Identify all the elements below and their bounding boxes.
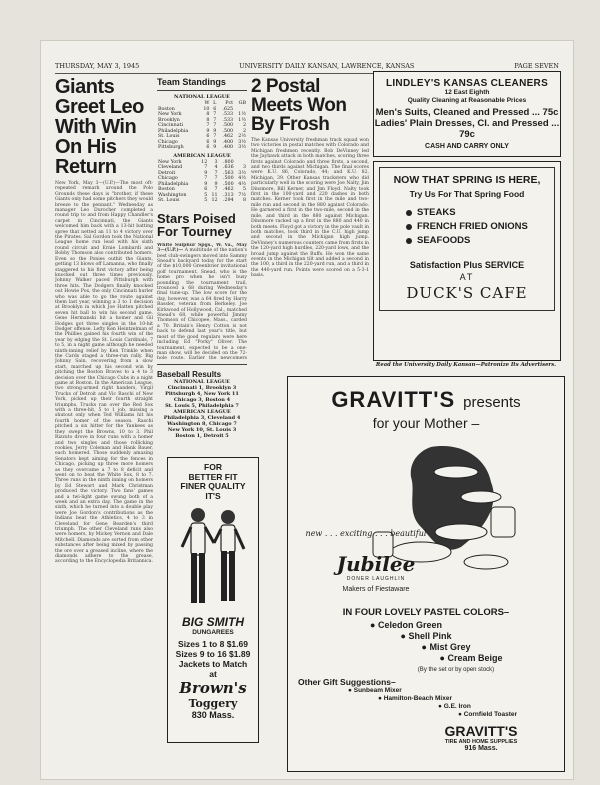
al-standings-label: AMERICAN LEAGUE: [173, 152, 231, 159]
result-line: Washington 8, Chicago 7: [167, 420, 237, 427]
table-row: Philadelphia 9 9 .500 2: [158, 128, 246, 134]
colors-title: IN FOUR LOVELY PASTEL COLORS–: [342, 607, 510, 618]
giants-body: New York, May 3—(U.P.)—The most oft-repeated remark around the Polo Grounds these days is "brother, if these Giants only had some pitchers they would breeze to the pennant." Wednesday as manager Leo Durocher completed a round trip to and from Happy Chandler's carpet in Cincinnati, the Giants welcomed him back with a 13-hit batting spree that netted an 11 to 4 victory over the Pirates. Sal Gordon took the National League home run lead with his sixth round circuit and Ernie Lombardi and Bobby Thomson also contributed homers. Even so the Ponies outhit the Giants, getting 13 blows off Lamanna, who finally staggered to his first victory after being knocked out three times previously. Johnny Walker paced Pittsburgh with three hits. The Dodgers finally knocked out Howie Pox, the only Cincinnati hurler who was able to go the route against them last year, winning a 3 to 1 decision at Brooklyn in which Joe Hatten pitched seven hit ball to win his second game. Gene Hermanski hit a homer and Gil Hodges got three singles in the 10-hit Dodger offense. Lefty Ken Heintzelman of the Phillies gained his fourth win of the year by edging the St. Louis Cardinals, 7 to 5, in a night game although he needed ninth-inning relief by Ken Trinkle when the Cards staged a three-run rally. Big Johnny Sain, recovering from a slow start, marched up his second win by pitching the Boston Braves to a 4 to 3 decision over the Chicago Cubs in a night game at Boston. In the American League, two strong-armed right handers, Virgil Trucks of Detroit and Vic Raschi of New York, picked up their fourth straight triumphs. Trucks ran over the Red Sox with a three-hit, 5 to 1 job, missing a shutout only when Ted Williams hit his fourth homer of the season. Raschi pitched a six hitter for the Yankees as they swept the Browns, 10 to 3. Phil Rizzuto drove in four runs with a homer and two singles and those rollicking rookies, Jerry Coleman and Hank Bauer, each homered. Those suddenly amazing Senators kept aiming for the fences in Chicago, picking up three more homers as they overcame a 7 to 8 deficit and went on to beat the White Sox, 8 to 7. Three runs in the ninth inning on homers by Ed Stewart and Mark Christman produced the victory. Two fans' games and a twi-light game swung both of a week and an extra day. The game in the sixth, which he turned into a double play were Joe Gordon's contributions as the Indians beat the Athletics, 4 to 3 in Cleveland for Gene Bearden's third triumph. The other Cleveland runs also were homers, by Mickey Vernon and Dale Mitchell. Diamonds are sorted from other substances after being mixed by passing the ore over a greased incline, where the diamonds adhere to the grease, according to the Encyclopedia Britannica.: [55, 181, 153, 565]
baseball-nl-label: NATIONAL LEAGUE: [174, 378, 230, 385]
masthead-date: THURSDAY, MAY 3, 1945: [55, 62, 140, 70]
stars-text: A multitude of the nation's best club-swingers moved into Sammy Snead's backyard today for the start of the $10,000 Greenbrier invitational golf tournament. Snead, who is the home pro when he isn't busy pounding the tournament trail, trounced a 68 during Wednesday's final tune-up. The low score for the day, however, was a 64 fired by Harry Bassler, veteran from Berkeley. Joe Kirkwood of Hollywood, Cal., matched Snead's 68, while powerful Jimmy Thomson of Chicopee, Mass., carded a 70. Britain's Henry Cotton is not back to defend last year's title, but most of the good regulars were here including Ed "Porky" Oliver. The tournament, expected to be a one-man show, will be decided on the 72-hole route. Earlier the newcomers: [157, 248, 247, 361]
table-row: Detroit 9 7 .563 3½: [158, 170, 246, 176]
gift-item: ● Sunbeam Mixer: [348, 687, 402, 694]
table-row: Boston 10 6 .625: [158, 106, 234, 112]
newspaper-page: [40, 40, 574, 780]
couple-illustration: [170, 503, 256, 615]
ducks-cafe-ad: NOW THAT SPRING IS HERE, Try Us For That Spring Food STEAKS FRENCH FRIED ONIONS SEAFOODS Satisfaction Plus SERVICE AT DUCK'S CAFE: [373, 161, 561, 361]
menu-item: FRENCH FRIED ONIONS: [406, 221, 552, 232]
lindley-line-1: Men's Suits, Cleaned and Pressed ... 75c: [375, 107, 559, 118]
gravitts-footer-name: GRAVITT'S: [444, 723, 518, 739]
menu-item: SEAFOODS: [406, 235, 552, 246]
patronize-note: Read the University Daily Kansan—Patronize Its Advertisers.: [375, 362, 557, 368]
table-row: Pittsburgh 6 9 .400 3½: [158, 145, 246, 150]
table-row: Cleveland 7 4 .636 3: [158, 165, 246, 170]
gift-item: ● G.E. Iron: [438, 703, 471, 710]
big-smith-ad: FOR BETTER FIT FINER QUALITY IT'S BIG SMITH DUNGAREES Sizes 1 to 8 $1.69 Sizes 9 to 16 $1.89 Jackets to Match at Brown's Toggery 830 Mass.: [167, 457, 259, 743]
result-line: Cincinnati 1, Brooklyn 3: [167, 384, 237, 391]
stars-body: [157, 243, 247, 361]
table-row: Washington 5 11 .313 7½: [158, 192, 246, 198]
result-line: Pittsburgh 4, New York 11: [165, 390, 239, 397]
al-standings-table: [157, 160, 247, 204]
stars-headline: Stars Poised For Tourney: [157, 210, 236, 240]
gravitts-brand: GRAVITT'S: [331, 387, 456, 412]
table-row: Chicago 6 9 .400 3½: [158, 139, 246, 145]
masthead-paper: UNIVERSITY DAILY KANSAN, LAWRENCE, KANSAS: [239, 62, 415, 70]
result-line: Philadelphia 3, Cleveland 4: [163, 414, 241, 421]
color-option: ● Shell Pink: [400, 631, 452, 641]
divider: [157, 90, 247, 91]
gravitts-ad: GRAVITT'S presents for your Mother – new . . . exciting . . . beautiful Jubilee DONER LAUGHLIN Makers of Fiestaware IN FOUR LOVELY PASTEL COLORS– ● Celedon Green ● Shell Pink ● Mist Grey ● Cream Beige (By the set or by open stock) Other Gift Suggestions– ● Sunbeam Mixer ● Hamilton-Beach Mixer ● G.E. Iron ● Cornfield Toaster GRAVITT'S TIRE AND HOME SUPPLIES 916 Mass.: [287, 376, 565, 772]
masthead-page: PAGE SEVEN: [514, 62, 559, 70]
result-line: St. Louis 5, Philadelphia 7: [165, 402, 239, 409]
nl-standings-label: NATIONAL LEAGUE: [174, 94, 230, 100]
table-row: St. Louis 6 7 .462 2½: [158, 134, 246, 139]
table-row: Brooklyn 8 7 .533 1½: [158, 117, 246, 123]
browns-address: 830 Mass.: [191, 710, 235, 720]
stars-dateline: White Sulphur Spgs., W. Va., May 3—(U.P.)—: [157, 242, 247, 254]
baseball-al-label: AMERICAN LEAGUE: [173, 408, 231, 415]
table-header: W L Pct GB: [204, 101, 246, 106]
standings-title: Team Standings: [157, 77, 226, 87]
result-line: Chicago 3, Boston 4: [173, 396, 231, 403]
browns-name: Brown's: [179, 679, 247, 697]
lindley-name: LINDLEY'S KANSAS CLEANERS: [385, 78, 549, 89]
divider: [157, 364, 247, 365]
color-option: ● Mist Grey: [421, 642, 471, 652]
table-row: Cincinnati 7 7 .500 2: [158, 123, 246, 128]
gift-item: ● Cornfield Toaster: [458, 711, 518, 718]
dungarees-label: DUNGAREES: [192, 629, 234, 636]
other-gifts-title: Other Gift Suggestions–: [298, 677, 396, 687]
baseball-title: Baseball Results: [157, 369, 222, 379]
table-row: Boston 6 7 .462 5: [158, 187, 246, 192]
gift-item: ● Hamilton-Beach Mixer: [378, 695, 453, 702]
nl-standings-table: [157, 101, 247, 151]
spring-headline: NOW THAT SPRING IS HERE,: [393, 174, 541, 186]
giants-article: [55, 77, 153, 777]
table-row: St. Louis 5 12 .294 8: [158, 198, 246, 203]
result-line: New York 10, St. Louis 3: [167, 426, 237, 433]
color-option: ● Celedon Green: [370, 620, 442, 630]
table-row: New York 12 3 .800: [158, 159, 234, 165]
postal-article: [251, 77, 369, 377]
table-row: Chicago 7 7 .500 4½: [158, 176, 246, 181]
result-line: Boston 1, Detroit 5: [175, 432, 229, 439]
table-row: New York 8 7 .533 1½: [158, 112, 246, 117]
postal-headline: 2 Postal Meets Won By Frosh: [251, 77, 347, 135]
postal-body: The Kansas University freshman track squad won two victories in postal matches with Colorado and Michigan freshmen recently. Bob DeVinney led the Jayhawk attack in both matches, scoring three firsts against Colorado and three firsts, a second, and two thirds against Michigan. The final scores were K.U. 86, Colorado, 44; and K.U. 82, Michigan, 39. Other Kansas tracksters who did particularly well in the scoring were Joe Nalty, Jim Dinsmore, Bill Kerner, and Jim Floyd. Nalty took first in the 100-yard and 220 dashes in both matches. Kerner took first in the mile and two-mile run and second in the 880 against Colorado. He garnered a first in the two-mile, second in the mile, and third in the 880 against Michigan. Dinsmore racked up a first in the 880 and 440 in both meets. Floyd got a victory in the pole vault in both matches, took third in the C.U. high jump and second in the Michigan high jump. DeVinney's numerous counters came from firsts in the 120-yard high hurdles, 220-yard lows, and the broad jump against the Buffs. He won the same events in the Michigan tilt and added a second in the 100, a third in the 220-yard run, and a third in the 440-yard run. Points were scored on a 5-3-1 basis.: [251, 138, 369, 279]
color-option: ● Cream Beige: [439, 653, 503, 663]
menu-item: STEAKS: [406, 207, 552, 218]
big-smith-brand: BIG SMITH: [182, 615, 244, 629]
tagline-script: new . . . exciting . . . beautiful: [305, 529, 427, 538]
ducks-cafe-name: DUCK'S CAFE: [406, 284, 528, 302]
table-row: Philadelphia 9 9 .500 4½: [158, 181, 246, 187]
lindley-line-2: Ladies' Plain Dresses, Cl. and Pressed ... 79c: [374, 118, 560, 140]
lindley-ad: LINDLEY'S KANSAS CLEANERS 12 East Eighth Quality Cleaning at Reasonable Prices Men's Suits, Cleaned and Pressed ... 75c Ladies' Plain Dresses, Cl. and Pressed ... 79c CASH AND CARRY ONLY: [373, 71, 561, 157]
giants-headline: Giants Greet Leo With Win On His Return: [55, 77, 144, 178]
jubilee-logo: Jubilee: [336, 552, 416, 576]
toggery-name: Toggery: [188, 697, 238, 710]
